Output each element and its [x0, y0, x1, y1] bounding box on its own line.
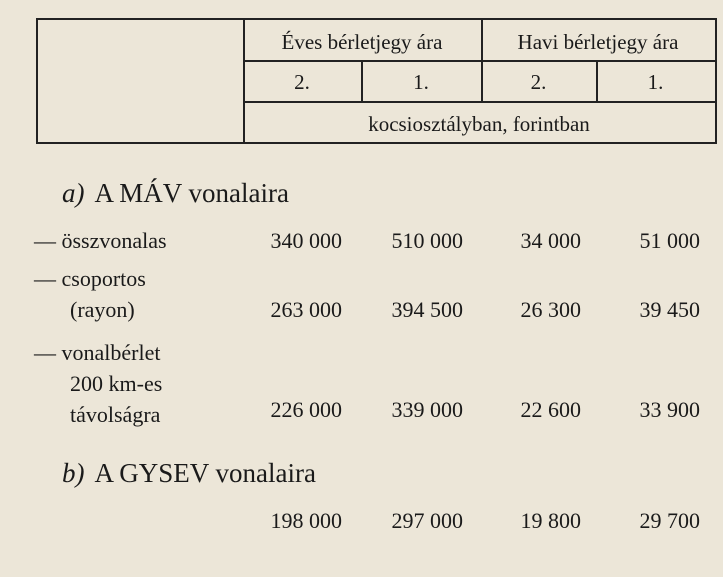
section-b-title: b) A GYSEV vonalaira	[62, 458, 316, 488]
value-cell: 39 450	[639, 297, 700, 322]
row-label: — csoportos (rayon)	[34, 266, 146, 322]
value-cell: 29 700	[639, 508, 700, 533]
value-cell: 51 000	[639, 228, 700, 253]
table-header	[36, 18, 717, 144]
value-cell: 26 300	[520, 297, 581, 322]
value-cell: 198 000	[270, 508, 342, 533]
class-header: 2.	[530, 70, 547, 94]
header-divider	[243, 60, 715, 62]
class-header: 1.	[413, 70, 429, 94]
value-cell: 33 900	[639, 397, 700, 422]
section-a-title: a) A MÁV vonalaira	[62, 178, 289, 208]
value-cell: 394 500	[391, 297, 463, 322]
value-cell: 34 000	[520, 228, 581, 253]
unit-caption: kocsiosztályban, forintban	[368, 112, 590, 136]
header-divider	[243, 101, 715, 103]
value-cell: 19 800	[520, 508, 581, 533]
value-cell: 22 600	[520, 397, 581, 422]
value-cell: 340 000	[270, 228, 342, 253]
monthly-pass-header: Havi bérletjegy ára	[517, 30, 679, 54]
value-cell: 510 000	[391, 228, 463, 253]
value-cell: 297 000	[391, 508, 463, 533]
value-cell: 263 000	[270, 297, 342, 322]
annual-pass-header: Éves bérletjegy ára	[281, 30, 443, 54]
row-label: — összvonalas	[34, 228, 167, 253]
value-cell: 226 000	[270, 397, 342, 422]
class-header: 1.	[647, 70, 664, 94]
value-cell: 339 000	[391, 397, 463, 422]
row-label: — vonalbérlet 200 km-es távolságra	[34, 340, 163, 427]
class-header: 2.	[294, 70, 310, 94]
